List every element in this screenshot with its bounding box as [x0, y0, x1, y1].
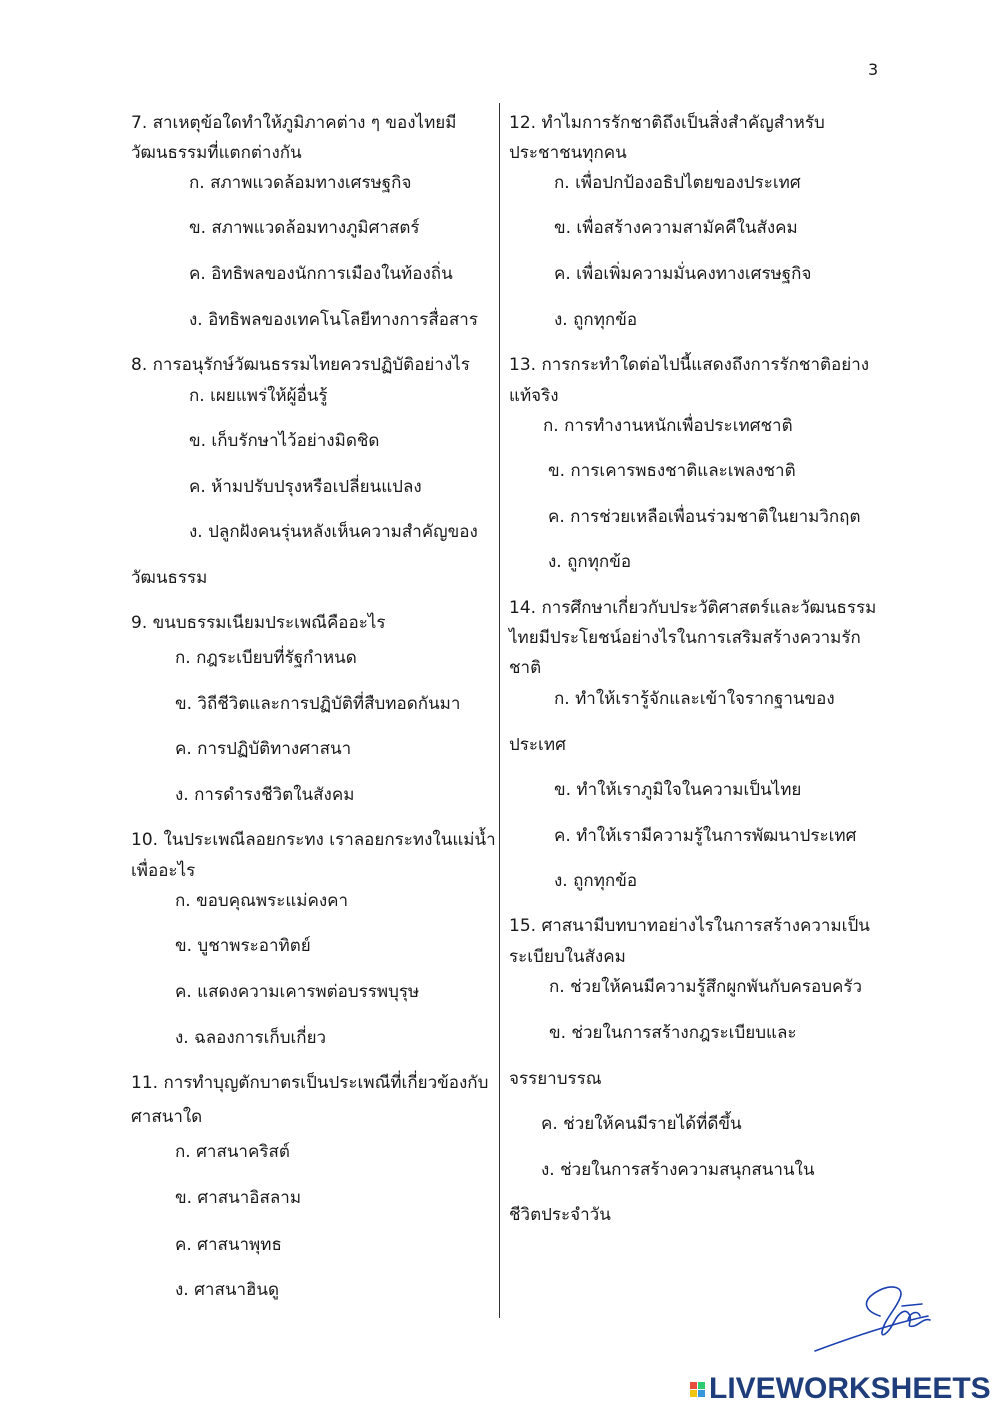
question-13-text: 13. การกระทำใดต่อไปนี้แสดงถึงการรักชาติอย่าง: [509, 355, 870, 375]
option-14c[interactable]: ค. ทำให้เรามีความรู้ในการพัฒนาประเทศ: [554, 826, 857, 846]
brand-name: LIVEWORKSHEETS: [709, 1372, 991, 1405]
option-15c[interactable]: ค. ช่วยให้คนมีรายได้ที่ดีขึ้น: [541, 1114, 742, 1134]
signature-mark: [810, 1276, 940, 1361]
question-11-text: 11. การทำบุญตักบาตรเป็นประเพณีที่เกี่ยวข้องกับ: [131, 1073, 489, 1093]
option-9a[interactable]: ก. กฎระเบียบที่รัฐกำหนด: [175, 648, 357, 668]
question-15-text: 15. ศาสนามีบทบาทอย่างไรในการสร้างความเป็น: [509, 916, 870, 936]
option-14a-cont: ประเทศ: [509, 735, 566, 755]
option-13c[interactable]: ค. การช่วยเหลือเพื่อนร่วมชาติในยามวิกฤต: [548, 507, 861, 527]
option-8a[interactable]: ก. เผยแพร่ให้ผู้อื่นรู้: [189, 386, 328, 406]
option-15d-cont: ชีวิตประจำวัน: [509, 1205, 611, 1225]
option-14a[interactable]: ก. ทำให้เรารู้จักและเข้าใจรากฐานของ: [554, 689, 835, 709]
option-11a[interactable]: ก. ศาสนาคริสต์: [175, 1142, 290, 1162]
question-9-text: 9. ขนบธรรมเนียมประเพณีคืออะไร: [131, 613, 386, 633]
option-7a[interactable]: ก. สภาพแวดล้อมทางเศรษฐกิจ: [189, 173, 412, 193]
question-13-text-cont: แท้จริง: [509, 386, 559, 406]
option-12a[interactable]: ก. เพื่อปกป้องอธิปไตยของประเทศ: [554, 173, 801, 193]
question-8-text: 8. การอนุรักษ์วัฒนธรรมไทยควรปฏิบัติอย่างไร: [131, 355, 470, 375]
liveworksheets-logo-icon: [690, 1382, 705, 1397]
option-13b[interactable]: ข. การเคารพธงชาติและเพลงชาติ: [548, 461, 796, 481]
option-8d[interactable]: ง. ปลูกฝังคนรุ่นหลังเห็นความสำคัญของ: [189, 522, 478, 542]
option-11b[interactable]: ข. ศาสนาอิสลาม: [175, 1188, 302, 1208]
question-10-text: 10. ในประเพณีลอยกระทง เราลอยกระทงในแม่น้ำ: [131, 830, 496, 850]
question-7-text: 7. สาเหตุข้อใดทำให้ภูมิภาคต่าง ๆ ของไทยมี: [131, 113, 457, 133]
option-15d[interactable]: ง. ช่วยในการสร้างความสนุกสนานใน: [541, 1160, 815, 1180]
option-9d[interactable]: ง. การดำรงชีวิตในสังคม: [175, 785, 355, 805]
option-9c[interactable]: ค. การปฏิบัติทางศาสนา: [175, 739, 352, 759]
option-12c[interactable]: ค. เพื่อเพิ่มความมั่นคงทางเศรษฐกิจ: [554, 264, 812, 284]
question-14-text-cont: ไทยมีประโยชน์อย่างไรในการเสริมสร้างความรัก: [509, 628, 861, 648]
page-number: 3: [868, 60, 879, 79]
option-10b[interactable]: ข. บูชาพระอาทิตย์: [175, 936, 311, 956]
option-13d[interactable]: ง. ถูกทุกข้อ: [548, 552, 632, 572]
liveworksheets-brand: [690, 1372, 991, 1406]
question-14-text: 14. การศึกษาเกี่ยวกับประวัติศาสตร์และวัฒนธรรม: [509, 598, 877, 618]
option-7c[interactable]: ค. อิทธิพลของนักการเมืองในท้องถิ่น: [189, 264, 453, 284]
option-8b[interactable]: ข. เก็บรักษาไว้อย่างมิดชิด: [189, 431, 380, 451]
option-10d[interactable]: ง. ฉลองการเก็บเกี่ยว: [175, 1028, 327, 1048]
option-10a[interactable]: ก. ขอบคุณพระแม่คงคา: [175, 891, 349, 911]
question-12-text-cont: ประชาชนทุกคน: [509, 143, 627, 163]
option-15a[interactable]: ก. ช่วยให้คนมีความรู้สึกผูกพันกับครอบครัว: [549, 977, 863, 997]
option-12b[interactable]: ข. เพื่อสร้างความสามัคคีในสังคม: [554, 218, 798, 238]
question-10-text-cont: เพื่ออะไร: [131, 861, 196, 881]
option-8c[interactable]: ค. ห้ามปรับปรุงหรือเปลี่ยนแปลง: [189, 477, 422, 497]
question-14-text-cont2: ชาติ: [509, 658, 542, 678]
option-14b[interactable]: ข. ทำให้เราภูมิใจในความเป็นไทย: [554, 780, 802, 800]
question-15-text-cont: ระเบียบในสังคม: [509, 947, 626, 967]
column-divider: [499, 103, 500, 1318]
question-7-text-cont: วัฒนธรรมที่แตกต่างกัน: [131, 143, 302, 163]
option-13a[interactable]: ก. การทำงานหนักเพื่อประเทศชาติ: [543, 416, 793, 436]
option-7d[interactable]: ง. อิทธิพลของเทคโนโลยีทางการสื่อสาร: [189, 310, 478, 330]
option-12d[interactable]: ง. ถูกทุกข้อ: [554, 310, 638, 330]
option-14d[interactable]: ง. ถูกทุกข้อ: [554, 871, 638, 891]
option-7b[interactable]: ข. สภาพแวดล้อมทางภูมิศาสตร์: [189, 218, 420, 238]
option-11d[interactable]: ง. ศาสนาฮินดู: [175, 1280, 280, 1300]
option-8d-cont: วัฒนธรรม: [131, 568, 208, 588]
option-10c[interactable]: ค. แสดงความเคารพต่อบรรพบุรุษ: [175, 982, 420, 1002]
option-9b[interactable]: ข. วิถีชีวิตและการปฏิบัติที่สืบทอดกันมา: [175, 694, 461, 714]
question-11-text-cont: ศาสนาใด: [131, 1107, 203, 1127]
option-15b[interactable]: ข. ช่วยในการสร้างกฎระเบียบและ: [549, 1023, 797, 1043]
question-12-text: 12. ทำไมการรักชาติถึงเป็นสิ่งสำคัญสำหรับ: [509, 113, 825, 133]
option-11c[interactable]: ค. ศาสนาพุทธ: [175, 1235, 282, 1255]
option-15b-cont: จรรยาบรรณ: [509, 1069, 602, 1089]
